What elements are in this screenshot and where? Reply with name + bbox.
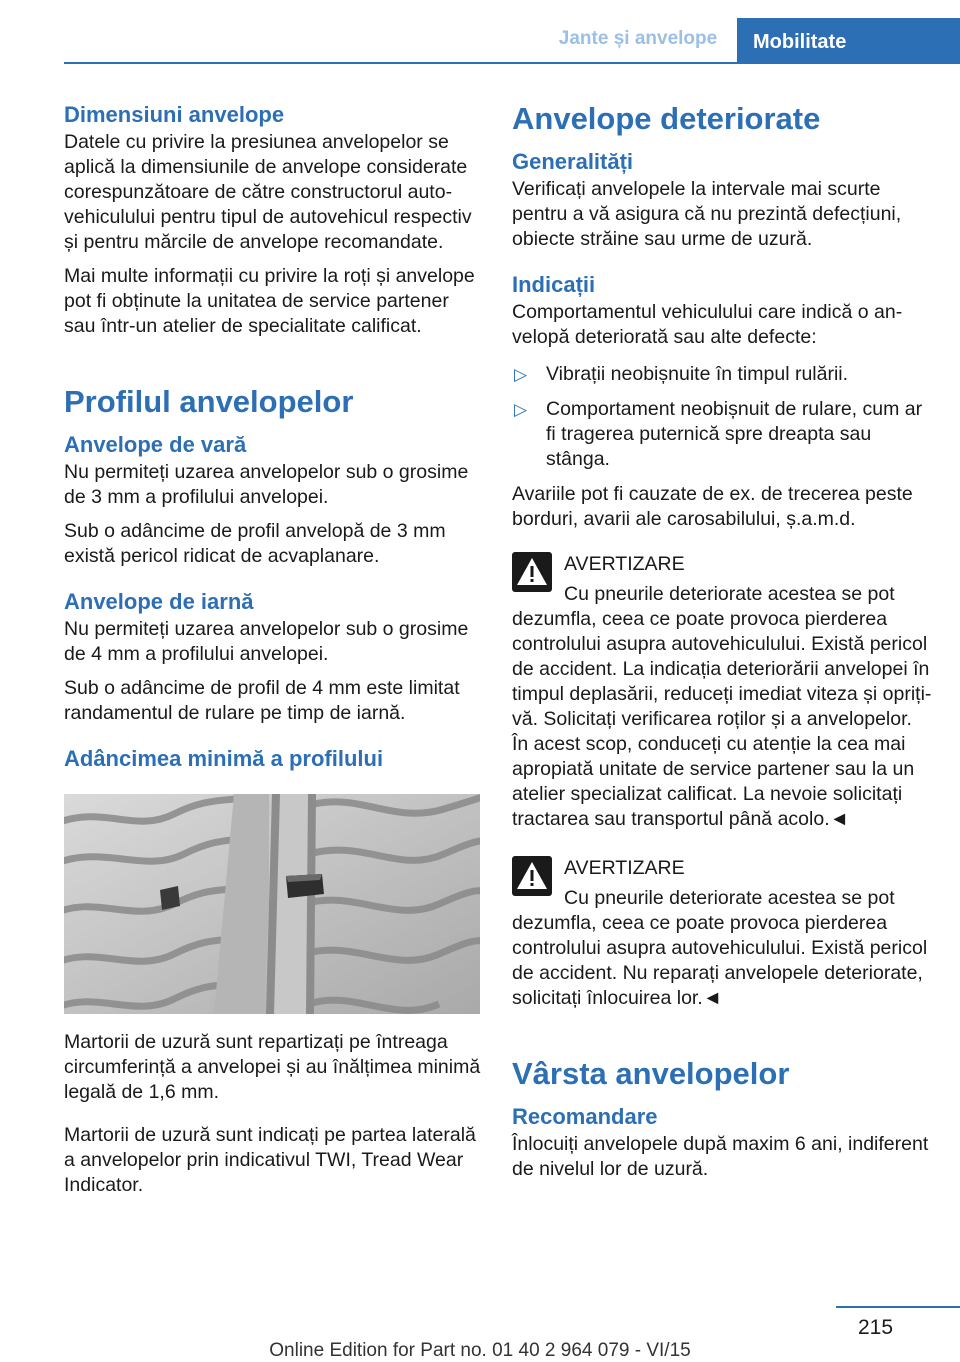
general-heading: Generalități [512, 149, 634, 174]
winter-paragraph-2: Sub o adâncime de profil de 4 mm este limitat randamentul de rulare pe timp de iarnă. [64, 677, 460, 724]
footer-rule [836, 1306, 960, 1308]
summer-paragraph-2: Sub o adâncime de profil anvelopă de 3 mm există pericol ridicat de acvaplanare. [64, 520, 446, 567]
dimensions-paragraph-1: Datele cu privire la presiunea anvelopelor se aplică la dimensiunile de anvelope considerate corespunzătoare de către constructorul autovehiculului pentru tipul de autovehicul respectiv și pentru mărcile de anvelope recomandate. [64, 131, 472, 253]
warning-text: dezumfla, ceea ce poate provoca pierderea controlului asupra autovehiculului. Există pericol de accident. Nu reparați anvelopele deteriorate, solicitați înlocuirea lor.◄ [512, 912, 928, 1009]
min-depth-heading: Adâncimea minimă a profilului [64, 746, 384, 771]
warning-text-first-line: Cu pneurile deteriorate acestea se pot [564, 583, 895, 605]
warning-box-1 [512, 550, 932, 832]
damaged-tires-heading: Anvelope deteriorate [512, 101, 821, 136]
dimensions-heading: Dimensiuni anvelope [64, 102, 285, 127]
warning-title: AVERTIZARE [564, 857, 685, 879]
list-item: ▷ Vibrații neobișnuite în timpul rulării. [514, 363, 849, 385]
warning-text-first-line: Cu pneurile deteriorate acestea se pot [564, 887, 895, 909]
indications-list [512, 362, 932, 472]
list-item: ▷ Comportament neobișnuit de rulare, cum ar fi tragerea puternică spre dreapta sau stânga. [514, 398, 923, 470]
header-rule [64, 62, 960, 64]
recommendation-paragraph: Înlocuiți anvelopele după maxim 6 ani, indiferent de nivelul lor de uzură. [512, 1133, 929, 1180]
page-number: 215 [858, 1316, 894, 1339]
warning-text: dezumfla, ceea ce poate provoca pierderea controlului asupra autovehiculului. Există pericol de accident. La indicația deteriorării anvelopei în timpul deplasării, reduceți imediat viteza și opriți-vă. Solicitați verificarea roților și a anvelopelor. În acest scop, conduceți cu atenție la cea mai apropiată unitate de service partener sau la un atelier specializat calificat. La nevoie solicitați tractarea sau transportul până acolo.◄ [512, 608, 932, 830]
recommendation-heading: Recomandare [512, 1104, 658, 1129]
indications-heading: Indicații [512, 272, 596, 297]
min-depth-paragraph-1: Martorii de uzură sunt repartizați pe întreaga circumferință a anvelopei și au înălțimea minimă legală de 1,6 mm. [64, 1031, 481, 1103]
winter-tires-heading: Anvelope de iarnă [64, 589, 254, 614]
indications-paragraph-1: Comportamentul vehiculului care indică o anvelopă deteriorată sau alte defecte: [512, 301, 903, 348]
header-section-title: Jante și anvelope [558, 28, 718, 49]
warning-triangle-icon [512, 856, 552, 896]
indications-paragraph-2: Avariile pot fi cauzate de ex. de trecerea peste borduri, avarii ale carosabilului, ș.a.m.d. [512, 483, 913, 530]
winter-paragraph-1: Nu permiteți uzarea anvelopelor sub o grosime de 4 mm a profilului anvelopei. [64, 618, 469, 665]
warning-triangle-icon [512, 552, 552, 592]
min-depth-paragraph-2: Martorii de uzură sunt indicați pe partea laterală a anvelopelor prin indicativul TWI, Tread Wear Indicator. [64, 1124, 476, 1196]
triangle-right-icon: ▷ [514, 365, 528, 384]
right-column [512, 100, 932, 1182]
tire-profile-heading: Profilul anvelopelor [64, 384, 354, 419]
edition-note: Online Edition for Part no. 01 40 2 964 079 - VI/15 [269, 1340, 691, 1361]
header-chapter-tab: Mobilitate [737, 18, 960, 62]
summer-paragraph-1: Nu permiteți uzarea anvelopelor sub o grosime de 3 mm a profilului anvelopei. [64, 461, 469, 508]
left-column [64, 100, 482, 1198]
triangle-right-icon: ▷ [514, 400, 528, 419]
summer-tires-heading: Anvelope de vară [64, 432, 247, 457]
general-paragraph: Verificați anvelopele la intervale mai scurte pentru a vă asigura că nu prezintă defecțiuni, obiecte străine sau urme de uzură. [512, 178, 902, 250]
warning-title: AVERTIZARE [564, 553, 685, 575]
tire-age-heading: Vârsta anvelopelor [512, 1056, 790, 1091]
dimensions-paragraph-2: Mai multe informații cu privire la roți și anvelope pot fi obținute la unitatea de service partener sau într-un atelier de specialitate calificat. [64, 265, 475, 337]
warning-box-2 [512, 854, 932, 1011]
tread-wear-indicator-photo [64, 794, 480, 1014]
